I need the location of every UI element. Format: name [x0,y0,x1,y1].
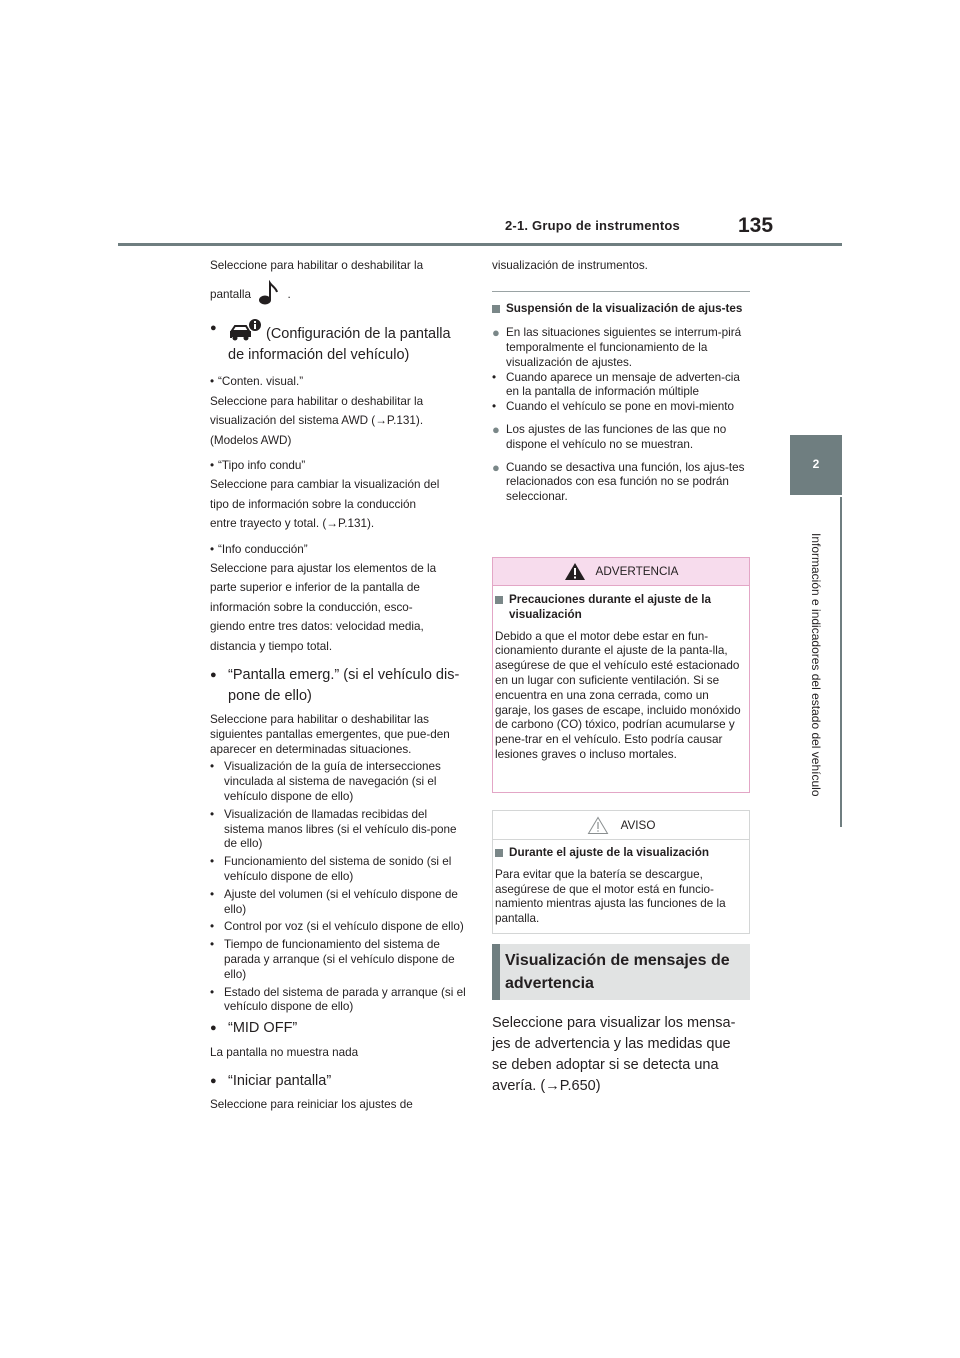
text-line: visualización del sistema AWD (→P.131). [210,414,424,428]
final-paragraph [492,1013,754,1097]
bullet-icon: ● [492,459,500,475]
section-title: 2-1. Grupo de instrumentos [505,218,680,233]
text-line: giendo entre tres datos: velocidad media, [210,620,424,634]
bullet-icon: ● [210,1075,217,1088]
square-bullet-icon [495,849,503,857]
list-item: • Visualización de la guía de intersecciones vinculada al sistema de navegación (si el vehículo dispone de ello) [210,760,441,804]
text-line: avería. (→P.650) [492,1078,601,1094]
bullet-icon: ● [210,1022,217,1035]
list-item: • Cuando aparece un mensaje de adverten-cia en la pantalla de información múltiple [492,370,740,399]
page-number: 135 [738,214,774,237]
square-bullet-icon [492,305,500,313]
reference-arrow-icon: → [545,1078,560,1094]
intro-end: . [287,288,291,302]
notice-title: Durante el ajuste de la visualización [495,846,743,861]
paragraph: La pantalla no muestra nada [210,1046,359,1060]
warning-label: ADVERTENCIA [595,565,679,578]
reference-arrow-icon: → [375,414,387,428]
text-line: información sobre la conducción, esco- [210,600,413,614]
list-item: • Control por voz (si el vehículo dispone de ello) [210,920,464,934]
list-item: • Funcionamiento del sistema de sonido (si el vehículo dispone de ello) [210,855,452,884]
intro-line-2 [210,280,466,308]
warning-title: Precauciones durante el ajuste de la visualización [495,593,743,623]
left-column [210,256,466,1113]
music-note-icon [258,280,280,306]
intro-line-1: Seleccione para habilitar o deshabilitar la [210,259,424,272]
caution-triangle-icon [587,816,609,835]
warning-header [493,558,749,586]
bullet-icon: ● [210,322,217,335]
list-item: • Cuando el vehículo se pone en movi-miento [492,400,735,414]
list-item: • Visualización de llamadas recibidas del sistema manos libres (si el vehículo dis-pone de ello) [210,807,457,851]
chapter-title: Información e indicadores del estado del vehículo [809,533,823,797]
paragraph: Seleccione para reiniciar los ajustes de [210,1098,413,1112]
list-item: • Ajuste del volumen (si el vehículo dispone de ello) [210,887,458,916]
list-item: • Estado del sistema de parada y arranque (si el vehículo dispone de ello) [210,985,466,1014]
notice-header [493,811,749,840]
list-item: • “Info conducción” [210,542,308,556]
text-line: se deben adoptar si se detecta una [492,1057,719,1073]
text-line: parte superior e inferior de la pantalla de [210,581,420,595]
notice-label: AVISO [620,818,656,832]
heading-pantalla-emerg: ● “Pantalla emerg.” (si el vehículo dis-pone de ello) [210,667,460,705]
list-item: • “Conten. visual.” [210,375,304,389]
text-line: Seleccione para cambiar la visualización del [210,478,440,492]
divider [492,291,750,292]
chapter-number: 2 [812,457,820,471]
bullet-icon: ● [210,669,217,682]
popup-list [210,760,466,1015]
continuation-text: visualización de instrumentos. [492,259,648,272]
intro-text: pantalla [210,288,251,302]
text-line: distancia y tiempo total. [210,639,333,653]
warning-triangle-icon [564,562,586,581]
text-line: Seleccione para visualizar los mensa- [492,1015,736,1031]
header-rule [118,243,842,246]
notice-box [492,810,750,934]
reference-arrow-icon: → [326,517,338,531]
text-line: entre trayecto y total. (→P.131). [210,517,375,531]
warning-text: Debido a que el motor debe estar en fun-cionamiento durante el ajuste de la panta-lla, asegúrese de que el vehículo esté estacionado en un lugar con suficiente ventilación. Si se encuentra en una zona cerrada, como un garaje, los gases de escape, incluido monóxido de carbono (CO) tóxico, podrían acumularse y pene-trar en el vehículo. Esto podría causar lesiones graves o incluso mortales. [495,629,741,761]
text-line: (Modelos AWD) [210,433,292,447]
section-heading: Visualización de mensajes de advertencia [505,952,730,992]
text-line: tipo de información sobre la conducción [210,497,416,511]
bullet-icon: ● [492,421,500,437]
heading-vehicle-info-text: (Configuración de la pantalla de información del vehículo) [228,326,451,364]
chapter-title-vertical [806,500,826,830]
section-heading-accent [492,944,500,1000]
bullet-paragraph: ● En las situaciones siguientes se interrum-pirá temporalmente el funcionamiento de la visualización de ajustes. [492,325,742,369]
list-item: • Tiempo de funcionamiento del sistema de parada y arranque (si el vehículo dispone de ello) [210,938,455,981]
text-line: Seleccione para ajustar los elementos de la [210,562,437,576]
chapter-side-bar [840,497,842,827]
notice-text: Para evitar que la batería se descargue, asegúrese de que el motor está en funcio-namiento mientras ajusta las funciones de la pantalla. [495,867,726,926]
bullet-icon: ● [492,325,500,341]
heading-vehicle-info [210,318,466,366]
heading-iniciar-pantalla: ● “Iniciar pantalla” [210,1071,466,1092]
square-bullet-icon [495,596,503,604]
text-line: jes de advertencia y las medidas que [492,1036,731,1052]
paragraph: Seleccione para habilitar o deshabilitar las siguientes pantallas emergentes, que pue-den aparecer en determinadas situaciones. [210,713,450,756]
section-suspension-title: Suspensión de la visualización de ajus-tes [492,302,750,317]
heading-mid-off: ● “MID OFF” [210,1018,466,1039]
bullet-paragraph: ● Los ajustes de las funciones de las que no dispone el vehículo no se muestran. [492,421,727,451]
warning-box [492,557,750,793]
list-item: • “Tipo info condu” [210,459,306,473]
right-column [492,256,750,505]
text-line: Seleccione para habilitar o deshabilitar la [210,394,424,408]
vehicle-info-icon [228,318,262,342]
bullet-paragraph: ● Cuando se desactiva una función, los ajus-tes relacionados con esa función no se podrán seleccionar. [492,459,745,504]
